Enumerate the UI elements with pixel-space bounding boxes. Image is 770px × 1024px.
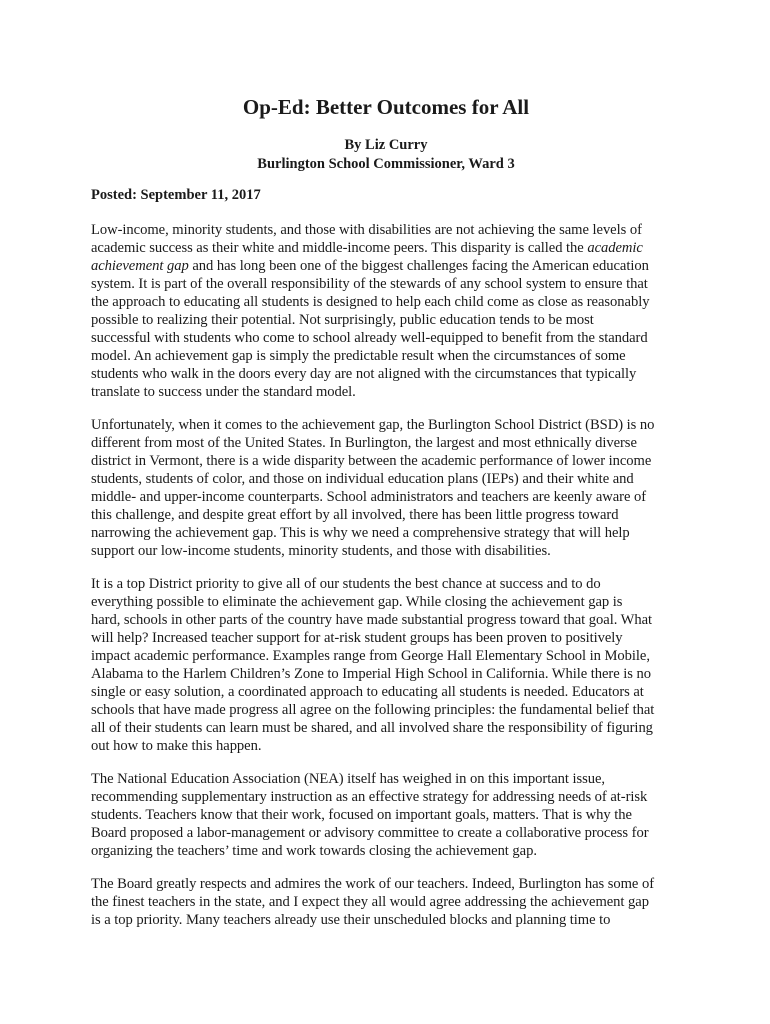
page-title: Op-Ed: Better Outcomes for All: [242, 95, 530, 119]
text-line: everything possible to eliminate the achievement gap. While closing the achievement gap is: [91, 594, 623, 610]
text-line: students, students of color, and those on individual education plans (IEPs) and their white and: [91, 471, 634, 487]
posted-date: Posted: September 11, 2017: [91, 187, 261, 203]
text-line: academic success as their white and middle-income peers. This disparity is called the academic: [91, 240, 643, 256]
text-line: Alabama to the Harlem Children’s Zone to Imperial High School in California. While there is no: [91, 666, 651, 682]
paragraph-1: [91, 221, 681, 401]
text-line: Board proposed a labor-management or advisory committee to create a collaborative process for: [91, 825, 649, 841]
text-line: out how to make this happen.: [91, 738, 262, 754]
text-line: district in Vermont, there is a wide disparity between the academic performance of lower income: [91, 453, 652, 469]
text-line: the approach to educating all students is designed to help each child come as close as reasonably: [91, 294, 650, 310]
text-line: will help? Increased teacher support for at-risk student groups has been proven to positively: [91, 630, 623, 646]
paragraph-4: [91, 770, 681, 860]
author-title: Burlington School Commissioner, Ward 3: [257, 156, 515, 172]
text-line: translate to success under the standard model.: [91, 384, 356, 400]
text-line: middle- and upper-income counterparts. School administrators and teachers are keenly aware of: [91, 489, 647, 505]
text-line: support our low-income students, minority students, and those with disabilities.: [91, 543, 551, 559]
text-line: recommending supplementary instruction as an effective strategy for addressing needs of at-risk: [91, 789, 648, 805]
text-line: different from most of the United States. In Burlington, the largest and most ethnically diverse: [91, 435, 637, 451]
byline: [91, 136, 681, 174]
text-line: students. Teachers know that their work, focused on important goals, matters. That is why the: [91, 807, 632, 823]
text-line: narrowing the achievement gap. This is why we need a comprehensive strategy that will help: [91, 525, 630, 541]
text-line: achievement gap and has long been one of the biggest challenges facing the American education: [91, 258, 649, 274]
text-line: hard, schools in other parts of the country have made substantial progress toward that goal. What: [91, 612, 653, 628]
text-line: possible to realizing their potential. Not surprisingly, public education tends to be most: [91, 312, 594, 328]
text-line: impact academic performance. Examples range from George Hall Elementary School in Mobile,: [91, 648, 650, 664]
text-line: successful with students who come to school already well-equipped to benefit from the standard: [91, 330, 648, 346]
paragraph-3: [91, 575, 681, 755]
author-name: By Liz Curry: [344, 137, 428, 153]
text-line: students who walk in the doors every day are not aligned with the circumstances that typically: [91, 366, 637, 382]
paragraph-5: [91, 875, 681, 929]
text-line: this challenge, and despite great effort by all involved, there has been little progress toward: [91, 507, 619, 523]
text-line: is a top priority. Many teachers already use their unscheduled blocks and planning time to: [91, 912, 611, 928]
italic-term: achievement gap: [91, 258, 189, 274]
text-line: The National Education Association (NEA) itself has weighed in on this important issue,: [91, 771, 606, 787]
text-line: It is a top District priority to give all of our students the best chance at success and to do: [91, 576, 601, 592]
italic-term: academic: [587, 240, 643, 256]
document-page: [91, 92, 681, 929]
text-line: the finest teachers in the state, and I expect they all would agree addressing the achievement gap: [91, 894, 649, 910]
text-line: The Board greatly respects and admires the work of our teachers. Indeed, Burlington has some of: [91, 876, 655, 892]
text-line: model. An achievement gap is simply the predictable result when the circumstances of some: [91, 348, 626, 364]
text-line: all of their students can learn must be shared, and all involved share the responsibility of figuring: [91, 720, 653, 736]
text-line: schools that have made progress all agree on the following principles: the fundamental belief that: [91, 702, 655, 718]
text-line: Unfortunately, when it comes to the achievement gap, the Burlington School District (BSD) is no: [91, 417, 655, 433]
paragraph-2: [91, 416, 681, 560]
text-line: Low-income, minority students, and those with disabilities are not achieving the same levels of: [91, 222, 642, 238]
text-line: single or easy solution, a coordinated approach to educating all students is needed. Educators at: [91, 684, 644, 700]
text-line: system. It is part of the overall responsibility of the stewards of any school system to ensure that: [91, 276, 648, 292]
text-line: organizing the teachers’ time and work towards closing the achievement gap.: [91, 843, 537, 859]
